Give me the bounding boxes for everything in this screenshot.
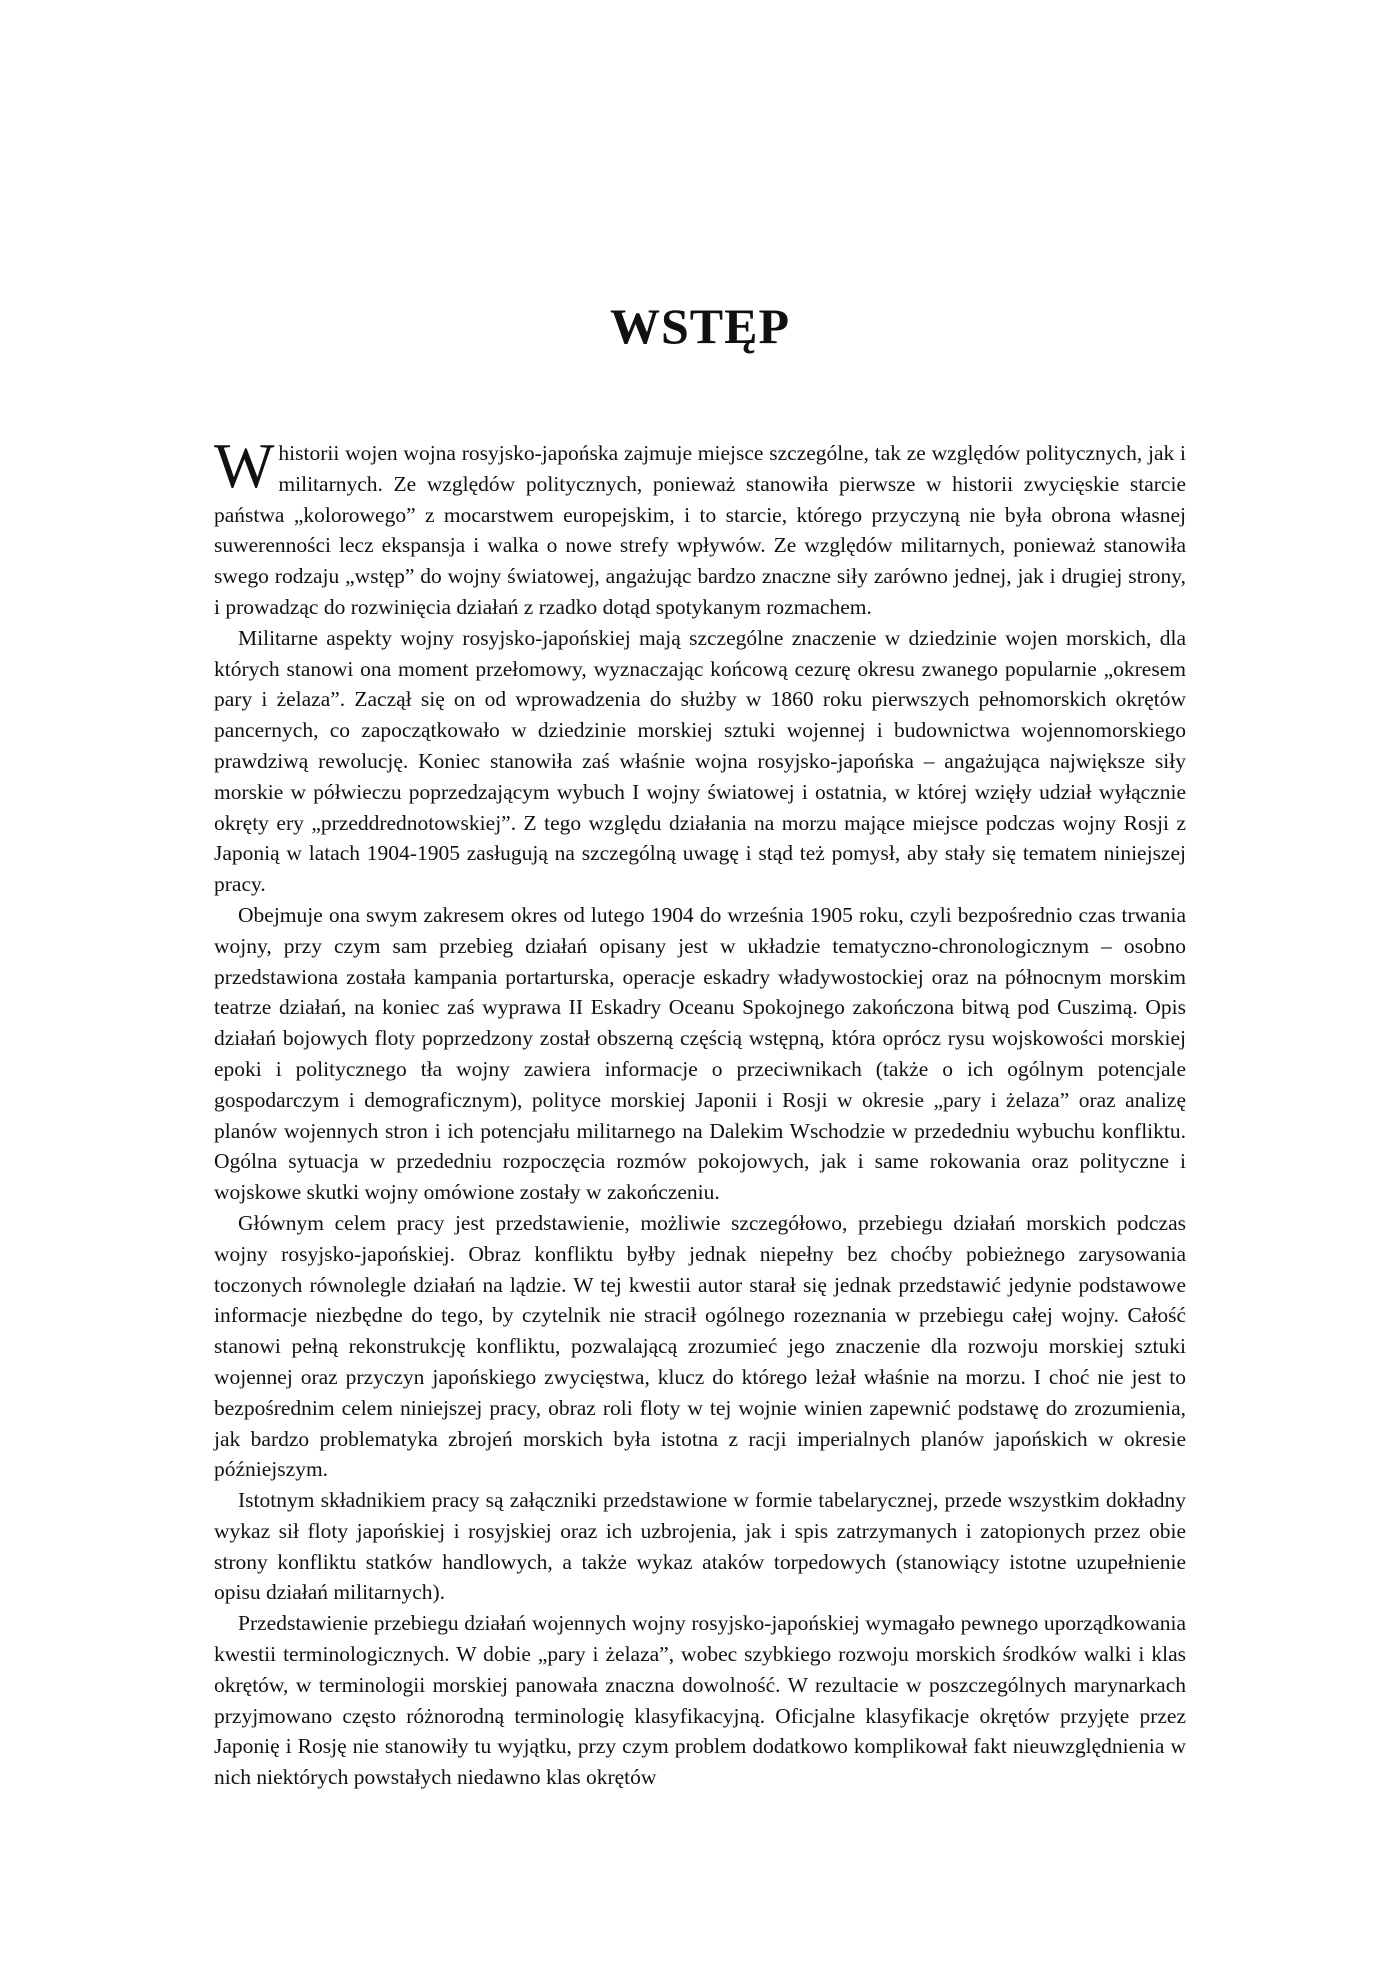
chapter-title: WSTĘP [609,298,791,354]
paragraph-1-text: historii wojen wojna rosyjsko-japońska zajmuje miejsce szczególne, tak ze względów politycznych, jak i militarnych. Ze względów politycznych, ponieważ stanowiła pierwsze w historii zwycięskie starcie państwa „kolorowego” z mocarstwem europejskim, i to starcie, którego przyczyną nie była obrona własnej suwerenności lecz ekspansja i walka o nowe strefy wpływów. Ze względów militarnych, ponieważ stanowiła swego rodzaju „wstęp” do wojny światowej, angażując bardzo znaczne siły zarówno jednej, jak i drugiej strony, i prowadząc do rozwinięcia działań z rzadko dotąd spotykanym rozmachem. [214,441,1186,619]
paragraph-5: Istotnym składnikiem pracy są załączniki przedstawione w formie tabelarycznej, przede wszystkim dokładny wykaz sił floty japońskiej i rosyjskiej oraz ich uzbrojenia, jak i spis zatrzymanych i zatopionych przez obie strony konfliktu statków handlowych, a także wykaz ataków torpedowych (stanowiący istotne uzupełnienie opisu działań militarnych). [214,1488,1186,1605]
paragraph-2: Militarne aspekty wojny rosyjsko-japońskiej mają szczególne znaczenie w dziedzinie wojen morskich, dla których stanowi ona moment przełomowy, wyznaczając końcową cezurę okresu zwanego popularnie „okresem pary i żelaza”. Zaczął się on od wprowadzenia do służby w 1860 roku pierwszych pełnomorskich okrętów pancernych, co zapoczątkowało w dziedzinie morskiej sztuki wojennej i budownictwa wojennomorskiego prawdziwą rewolucję. Koniec stanowiła zaś właśnie wojna rosyjsko-japońska – angażująca największe siły morskie w półwieczu poprzedzającym wybuch I wojny światowej i ostatnia, w której wzięły udział wyłącznie okręty ery „przeddrednotowskiej”. Z tego względu działania na morzu mające miejsce podczas wojny Rosji z Japonią w latach 1904-1905 zasługują na szczególną uwagę i stąd też pomysł, aby stały się tematem niniejszej pracy. [214,625,1186,897]
paragraph-4: Głównym celem pracy jest przedstawienie, możliwie szczegółowo, przebiegu działań morskich podczas wojny rosyjsko-japońskiej. Obraz konfliktu byłby jednak niepełny bez choćby pobieżnego zarysowania toczonych równolegle działań na lądzie. W tej kwestii autor starał się jednak przedstawić jedynie podstawowe informacje niezbędne do tego, by czytelnik nie stracił ogólnego rozeznania w przebiegu całej wojny. Całość stanowi pełną rekonstrukcję konfliktu, pozwalającą zrozumieć jego znaczenie dla rozwoju morskiej sztuki wojennej oraz przyczyn japońskiego zwycięstwa, klucz do którego leżał właśnie na morzu. I choć nie jest to bezpośrednim celem niniejszej pracy, obraz roli floty w tej wojnie winien zapewnić podstawę do zrozumienia, jak bardzo problematyka zbrojeń morskich była istotna z racji imperialnych planów japońskich w okresie późniejszym. [214,1210,1186,1482]
paragraph-6: Przedstawienie przebiegu działań wojennych wojny rosyjsko-japońskiej wymagało pewnego uporządkowania kwestii terminologicznych. W dobie „pary i żelaza”, wobec szybkiego rozwoju morskich środków walki i klas okrętów, w terminologii morskiej panowała znaczna dowolność. W rezultacie w poszczególnych marynarkach przyjmowano często różnorodną terminologię klasyfikacyjną. Oficjalne klasyfikacje okrętów przyjęte przez Japonię i Rosję nie stanowiły tu wyjątku, przy czym problem dodatkowo komplikował fakt nieuwzględnienia w nich niektórych powstałych niedawno klas okrętów [214,1611,1186,1790]
paragraph-1 [214,430,1186,623]
paragraph-3: Obejmuje ona swym zakresem okres od lutego 1904 do września 1905 roku, czyli bezpośrednio czas trwania wojny, przy czym sam przebieg działań opisany jest w układzie tematyczno-chronologicznym – osobno przedstawiona została kampania portarturska, operacje eskadry władywostockiej oraz na północnym morskim teatrze działań, na koniec zaś wyprawa II Eskadry Oceanu Spokojnego zakończona bitwą pod Cuszimą. Opis działań bojowych floty poprzedzony został obszerną częścią wstępną, która oprócz rysu wojskowości morskiej epoki i politycznego tła wojny zawiera informacje o przeciwnikach (także o ich ogólnym potencjale gospodarczym i demograficznym), polityce morskiej Japonii i Rosji w okresie „pary i żelaza” oraz analizę planów wojennych stron i ich potencjału militarnego na Dalekim Wschodzie w przededniu wybuchu konfliktu. Ogólna sytuacja w przededniu rozpoczęcia rozmów pokojowych, jak i same rokowania oraz polityczne i wojskowe skutki wojny omówione zostały w zakończeniu. [214,902,1186,1205]
drop-cap: W [214,430,275,501]
chapter-body [214,430,1186,1793]
